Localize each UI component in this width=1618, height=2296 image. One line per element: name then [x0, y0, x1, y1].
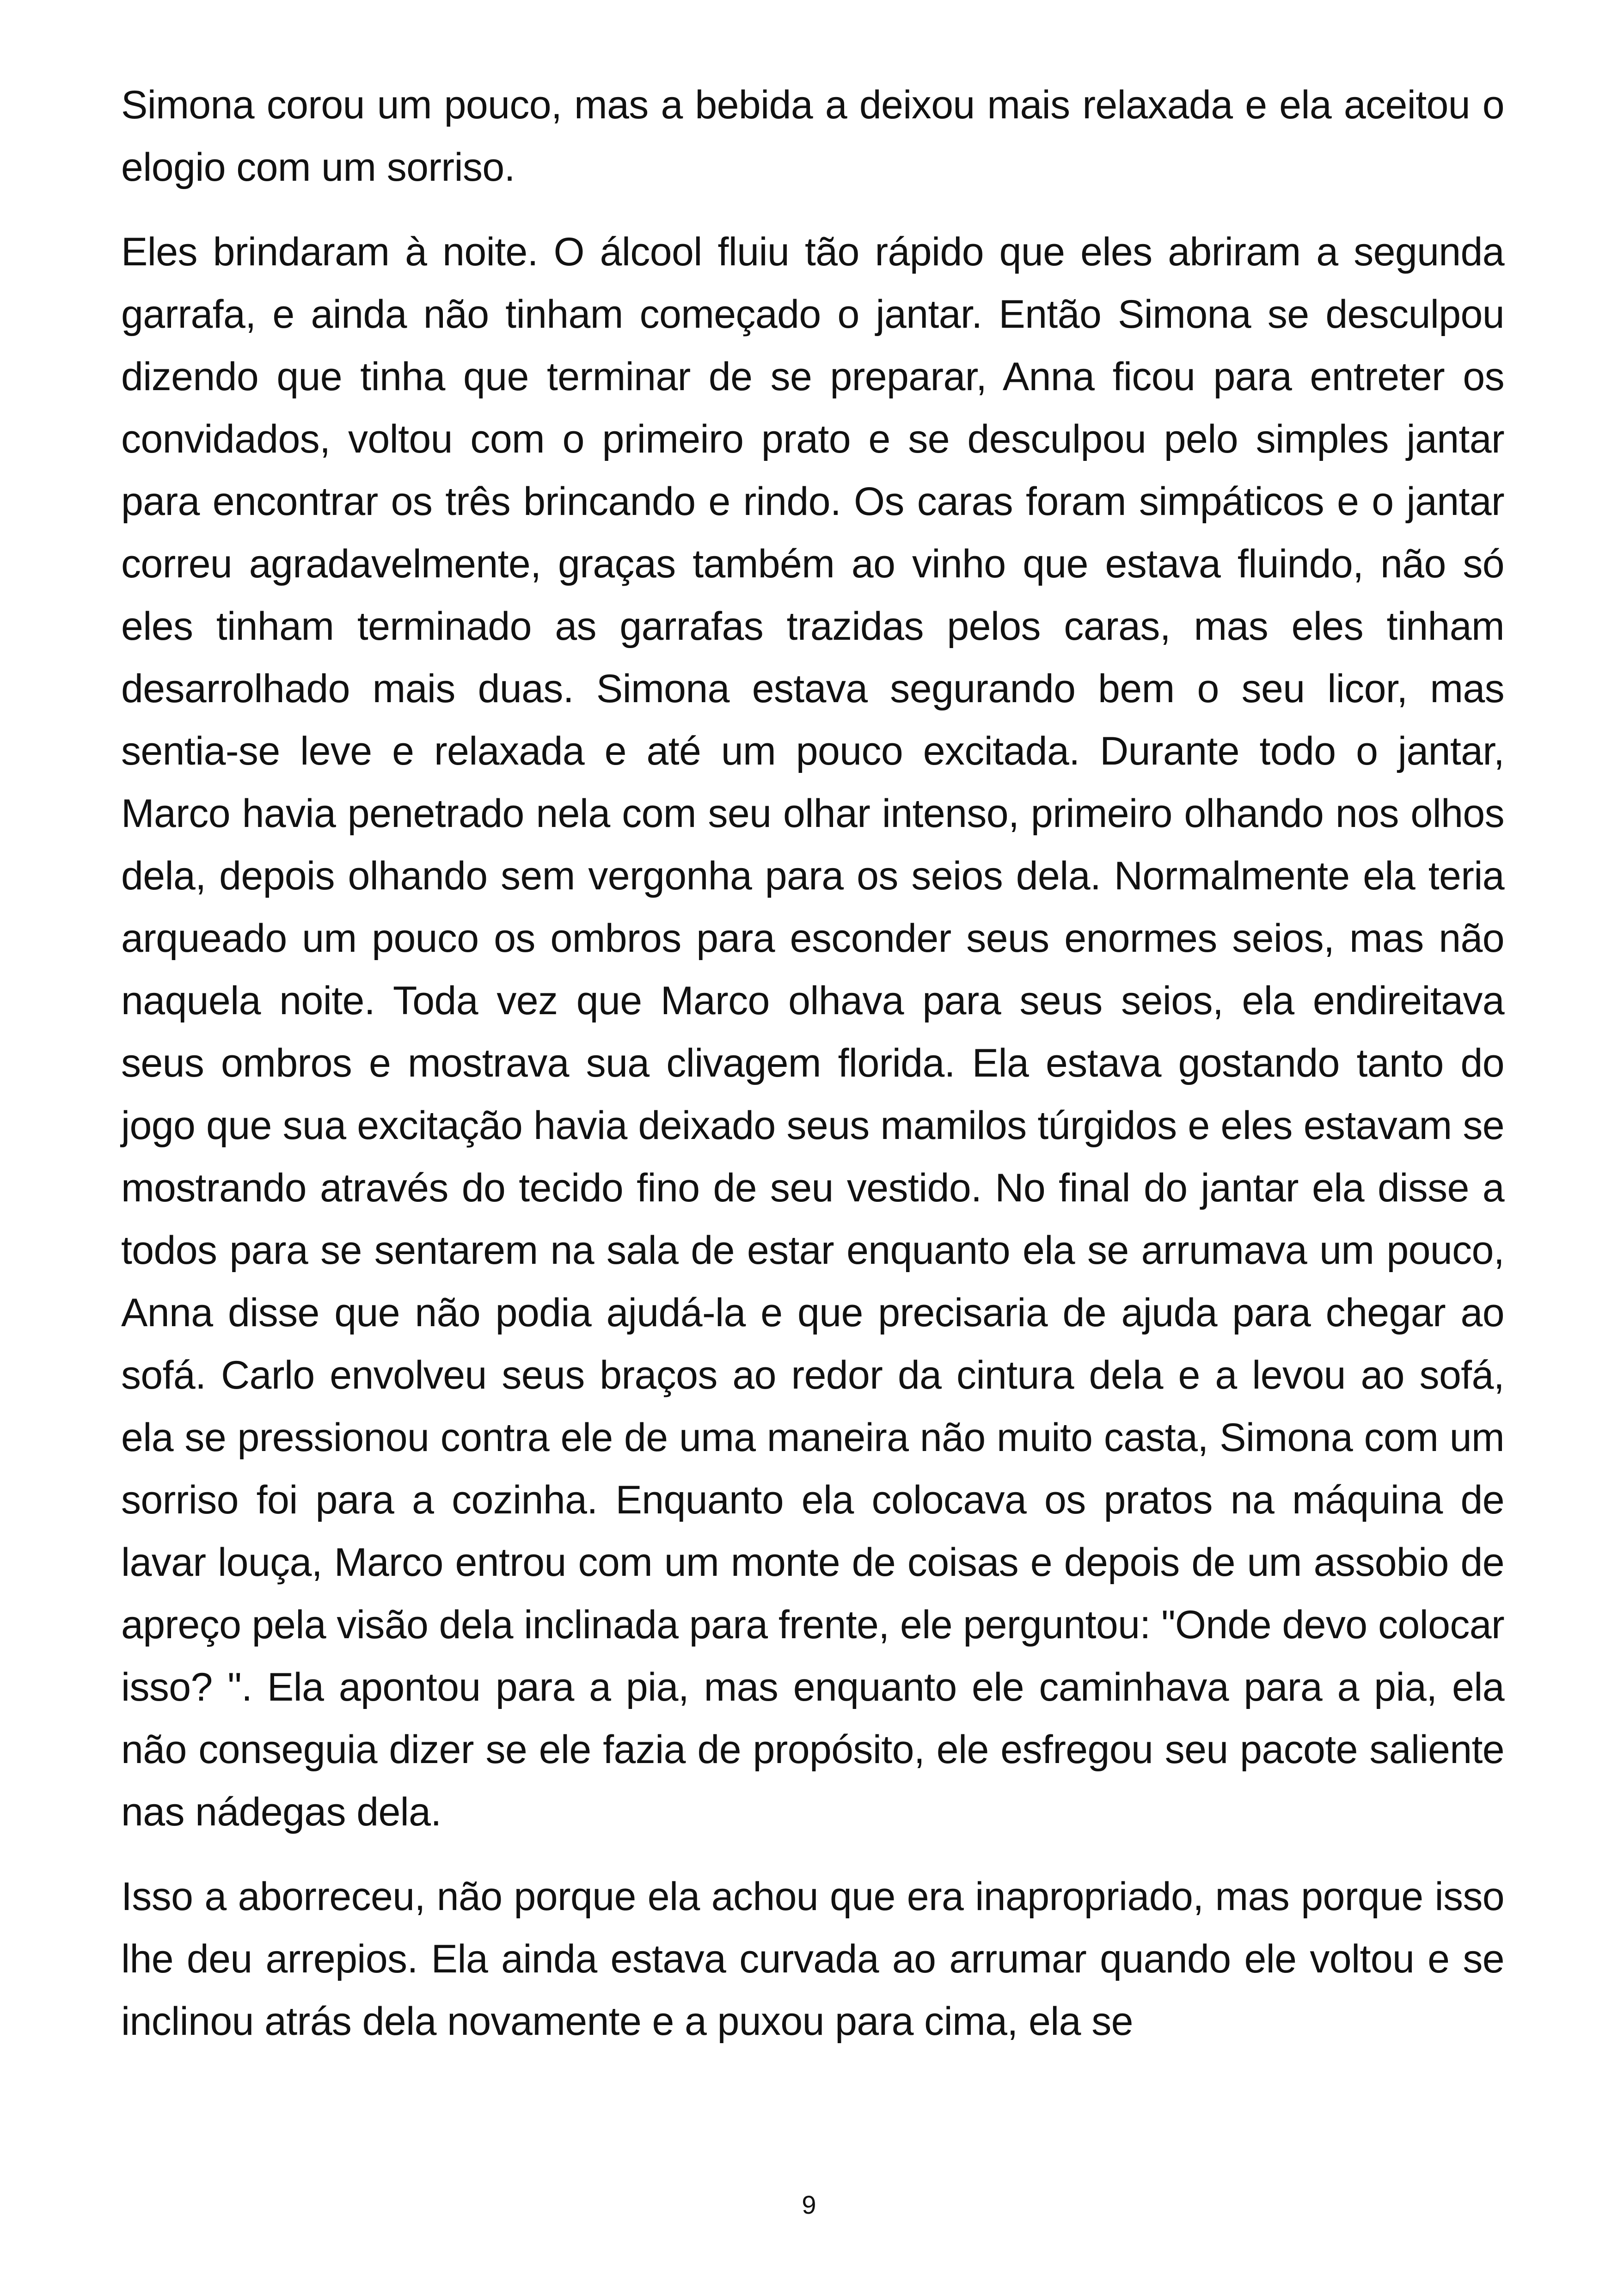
body-text: [121, 74, 1504, 2075]
page-number: 9: [802, 2190, 816, 2219]
paragraph-1: Simona corou um pouco, mas a bebida a deixou mais relaxada e ela aceitou o elogio com um sorriso.: [121, 83, 1504, 190]
paragraph-2: Eles brindaram à noite. O álcool fluiu tão rápido que eles abriram a segunda garrafa, e ainda não tinham começado o jantar. Então Simona se desculpou dizendo que tinha que terminar de se preparar, Anna ficou para entreter os convidados, voltou com o primeiro prato e se desculpou pelo simples jantar para encontrar os três brincando e rindo. Os caras foram simpáticos e o jantar correu agradavelmente, graças também ao vinho que estava fluindo, não só eles tinham terminado as garrafas trazidas pelos caras, mas eles tinham desarrolhado mais duas. Simona estava segurando bem o seu licor, mas sentia-se leve e relaxada e até um pouco excitada. Durante todo o jantar, Marco havia penetrado nela com seu olhar intenso, primeiro olhando nos olhos dela, depois olhando sem vergonha para os seios dela. Normalmente ela teria arqueado um pouco os ombros para esconder seus enormes seios, mas não naquela noite. Toda vez que Marco olhava para seus seios, ela endireitava seus ombros e mostrava sua clivagem florida. Ela estava gostando tanto do jogo que sua excitação havia deixado seus mamilos túrgidos e eles estavam se mostrando através do tecido fino de seu vestido. No final do jantar ela disse a todos para se sentarem na sala de estar enquanto ela se arrumava um pouco, Anna disse que não podia ajudá-la e que precisaria de ajuda para chegar ao sofá. Carlo envolveu seus braços ao redor da cintura dela e a levou ao sofá, ela se pressionou contra ele de uma maneira não muito casta, Simona com um sorriso foi para a cozinha. Enquanto ela colocava os pratos na máquina de lavar louça, Marco entrou com um monte de coisas e depois de um assobio de apreço pela visão dela inclinada para frente, ele perguntou: "Onde devo colocar isso? ". Ela apontou para a pia, mas enquanto ele caminhava para a pia, ela não conseguia dizer se ele fazia de propósito, ele esfregou seu pacote saliente nas nádegas dela.: [121, 230, 1504, 1834]
paragraph-3: Isso a aborreceu, não porque ela achou que era inapropriado, mas porque isso lhe deu arrepios. Ela ainda estava curvada ao arrumar quando ele voltou e se inclinou atrás dela novamente e a puxou para cima, ela se: [121, 1874, 1504, 2044]
